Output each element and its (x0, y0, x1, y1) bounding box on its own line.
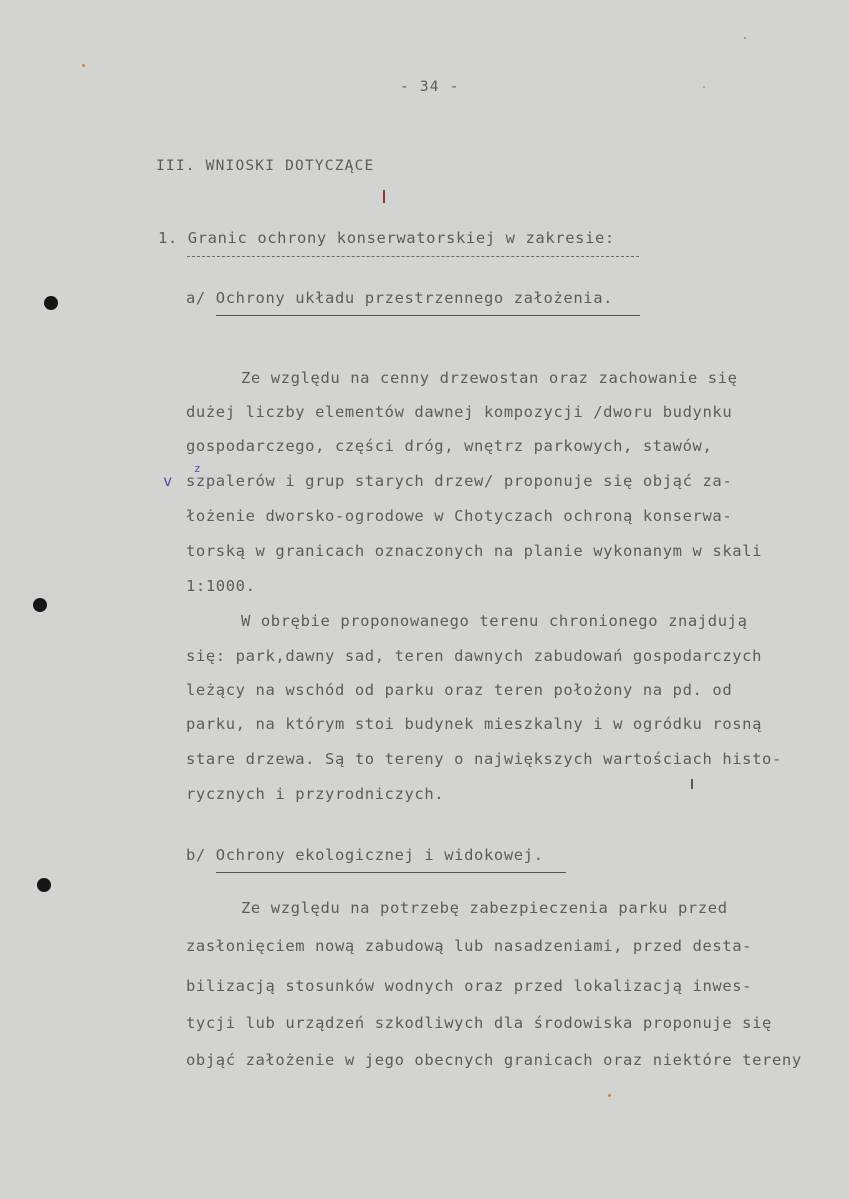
paragraph-line: dużej liczby elementów dawnej kompozycji /dworu budynku (186, 403, 733, 421)
page-number: - 34 - (400, 79, 460, 95)
subsection-b-heading: b/ Ochrony ekologicznej i widokowej. (186, 846, 544, 864)
subsection-b-underline (216, 872, 566, 873)
paragraph-line: torską w granicach oznaczonych na planie wykonanym w skali (186, 542, 763, 560)
punch-hole (37, 878, 51, 892)
margin-insert-mark: z (194, 462, 202, 475)
ink-tick (691, 779, 693, 789)
paragraph-line: parku, na którym stoi budynek mieszkalny i w ogródku rosną (186, 715, 763, 733)
red-tick (383, 190, 385, 203)
paragraph-line: stare drzewa. Są to tereny o największych wartościach histo- (186, 750, 782, 768)
paper-speck (744, 37, 746, 39)
paragraph-line: 1:1000. (186, 577, 256, 595)
margin-check-mark: v (163, 472, 173, 490)
paragraph-line: tycji lub urządzeń szkodliwych dla środowiska proponuje się (186, 1014, 772, 1032)
paragraph-line: rycznych i przyrodniczych. (186, 785, 445, 803)
paragraph-line: W obrębie proponowanego terenu chronionego znajdują (241, 612, 748, 630)
paragraph-line: łożenie dworsko-ogrodowe w Chotyczach ochroną konserwa- (186, 507, 733, 525)
subsection-a-underline (216, 315, 640, 316)
point-1-dashed-underline (187, 256, 639, 257)
paragraph-line: szpalerów i grup starych drzew/ proponuje się objąć za- (186, 472, 733, 490)
paragraph-line: objąć założenie w jego obecnych granicach oraz niektóre tereny (186, 1051, 802, 1069)
punch-hole (44, 296, 58, 310)
paper-speck (82, 64, 85, 67)
paragraph-line: gospodarczego, części dróg, wnętrz parkowych, stawów, (186, 437, 713, 455)
punch-hole (33, 598, 47, 612)
paragraph-line: Ze względu na potrzebę zabezpieczenia parku przed (241, 899, 728, 917)
section-heading: III. WNIOSKI DOTYCZĄCE (156, 158, 375, 174)
paragraph-line: zasłonięciem nową zabudową lub nasadzeniami, przed desta- (186, 937, 753, 955)
point-1-heading: 1. Granic ochrony konserwatorskiej w zakresie: (158, 229, 615, 247)
paragraph-line: Ze względu na cenny drzewostan oraz zachowanie się (241, 369, 738, 387)
paragraph-line: się: park,dawny sad, teren dawnych zabudowań gospodarczych (186, 647, 763, 665)
paragraph-line: leżący na wschód od parku oraz teren położony na pd. od (186, 681, 733, 699)
paragraph-line: bilizacją stosunków wodnych oraz przed lokalizacją inwes- (186, 977, 753, 995)
subsection-a-heading: a/ Ochrony układu przestrzennego założenia. (186, 289, 614, 307)
paper-speck (608, 1094, 611, 1097)
paper-speck (703, 86, 705, 88)
